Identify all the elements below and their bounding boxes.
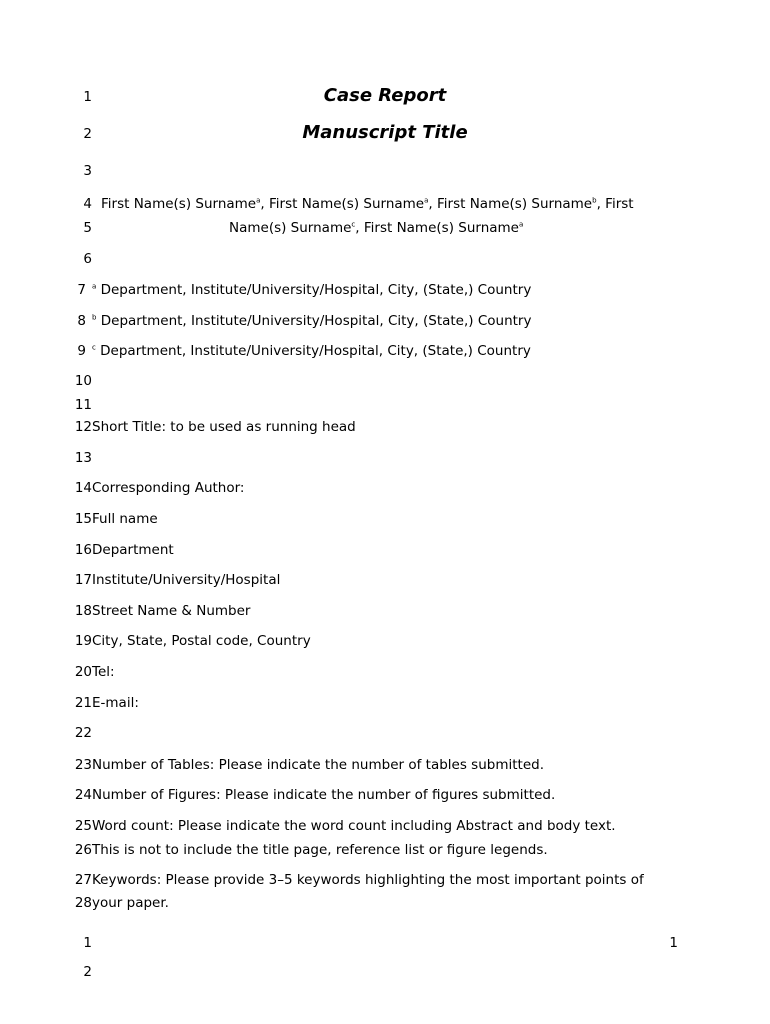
keywords-line-1: Keywords: Please provide 3–5 keywords highlighting the most important points of (92, 872, 644, 888)
line-number: 2 (83, 964, 92, 980)
line-number: 24 (74, 787, 92, 803)
line-number: 26 (74, 842, 92, 858)
line-number: 11 (74, 397, 92, 413)
line-number: 5 (83, 220, 92, 236)
line-number: 2 (83, 126, 92, 142)
manuscript-title: Manuscript Title (302, 122, 468, 143)
document-title: Case Report (323, 85, 447, 106)
line-number: 21 (74, 695, 92, 711)
line-number: 17 (74, 572, 92, 588)
line-number: 15 (74, 511, 92, 527)
word-count-line-1: Word count: Please indicate the word count including Abstract and body text. (92, 818, 616, 834)
line-number: 1 (83, 89, 92, 105)
affiliation-a: $^a$ Department, Institute/University/Hospital, City, (State,) Country (92, 282, 532, 298)
line-number: 6 (83, 251, 92, 267)
corresponding-institute: Institute/University/Hospital (92, 572, 281, 588)
affiliation-c: $^c$ Department, Institute/University/Hospital, City, (State,) Country (92, 343, 531, 359)
line-number: 18 (74, 603, 92, 619)
line-number: 16 (74, 542, 92, 558)
line-number: 19 (74, 633, 92, 649)
corresponding-email: E-mail: (92, 695, 139, 711)
line-number: 3 (83, 163, 92, 179)
line-number: 8 (77, 313, 86, 329)
line-number: 20 (74, 664, 92, 680)
line-number: 22 (74, 725, 92, 741)
number-of-tables: Number of Tables: Please indicate the number of tables submitted. (92, 757, 544, 773)
authors-line-2: Name(s) Surname$^c$, First Name(s) Surname$^a$ (229, 220, 524, 236)
line-number: 4 (83, 196, 92, 212)
line-number: 7 (77, 282, 86, 298)
corresponding-author-heading: Corresponding Author: (92, 480, 245, 496)
line-number: 28 (74, 895, 92, 911)
corresponding-department: Department (92, 542, 174, 558)
line-number: 10 (74, 373, 92, 389)
authors-line-1: First Name(s) Surname$^a$, First Name(s) Surname$^a$, First Name(s) Surname$^b$, First (101, 196, 634, 212)
line-number: 12 (74, 419, 92, 435)
line-number: 27 (74, 872, 92, 888)
line-number: 9 (77, 343, 86, 359)
corresponding-tel: Tel: (92, 664, 115, 680)
corresponding-street: Street Name & Number (92, 603, 251, 619)
line-number: 23 (74, 757, 92, 773)
word-count-line-2: This is not to include the title page, reference list or figure legends. (92, 842, 548, 858)
affiliation-b: $^b$ Department, Institute/University/Hospital, City, (State,) Country (92, 313, 532, 329)
keywords-line-2: your paper. (92, 895, 169, 911)
corresponding-full-name: Full name (92, 511, 158, 527)
short-title: Short Title: to be used as running head (92, 419, 356, 435)
corresponding-city: City, State, Postal code, Country (92, 633, 311, 649)
line-number: 25 (74, 818, 92, 834)
line-number: 13 (74, 450, 92, 466)
page-number: 1 (669, 935, 678, 951)
line-number: 14 (74, 480, 92, 496)
line-number: 1 (83, 935, 92, 951)
number-of-figures: Number of Figures: Please indicate the number of figures submitted. (92, 787, 556, 803)
